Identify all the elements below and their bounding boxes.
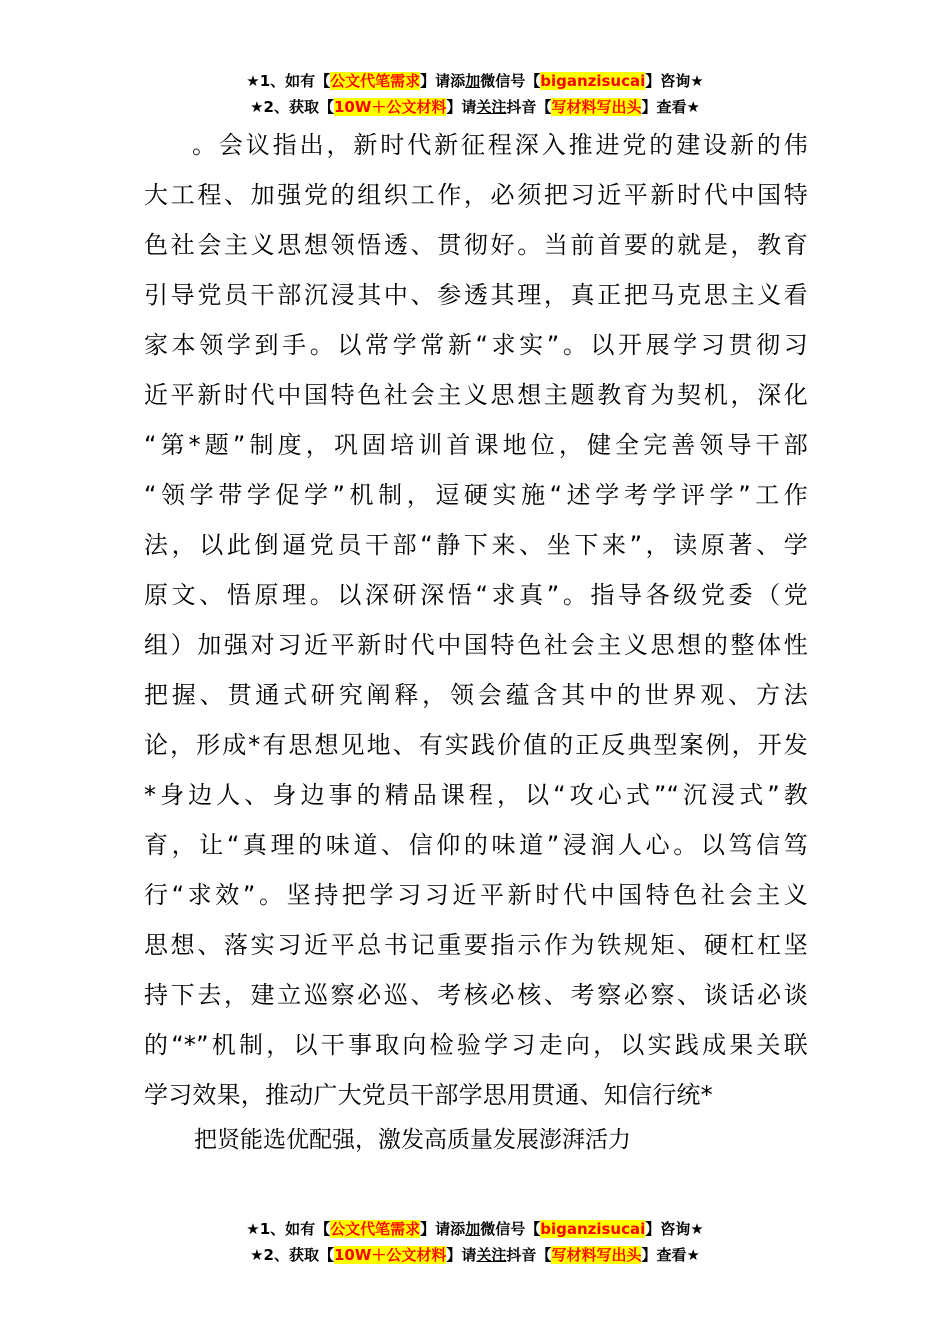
- banner-line-1: [0, 68, 950, 94]
- banner-douyin-id: 写材料写出头: [551, 98, 642, 116]
- paragraph-line: 家本领学到手。以常学常新“求实”。以开展学习贯彻习: [144, 331, 808, 359]
- banner-line-2: [0, 94, 950, 120]
- section-heading: 把贤能选优配强，激发高质量发展澎湃活力: [194, 1127, 631, 1153]
- paragraph-line: 色社会主义思想领悟透、贯彻好。当前首要的就是，教育: [144, 231, 808, 259]
- banner-line-2: [0, 1242, 950, 1268]
- paragraph-line: “第*题”制度，巩固培训首课地位，健全完善领导干部: [144, 431, 808, 459]
- paragraph-line: 组）加强对习近平新时代中国特色社会主义思想的整体性: [144, 631, 808, 659]
- banner-text: ★1、如有【: [246, 72, 331, 90]
- banner-text: 】咨询★: [645, 1220, 704, 1238]
- paragraph-line: 持下去，建立巡察必巡、考核必核、考察必察、谈话必谈: [144, 981, 808, 1009]
- body-paragraph: [144, 120, 808, 1120]
- banner-text: ★1、如有【: [246, 1220, 331, 1238]
- paragraph-line: 学习效果，推动广大党员干部学思用贯通、知信行统*: [144, 1081, 713, 1109]
- paragraph-line: “领学带学促学”机制，逗硬实施“述学考学评学”工作: [144, 481, 808, 509]
- banner-text: 】查看★: [641, 98, 700, 116]
- paragraph-line: *身边人、身边事的精品课程，以“攻心式”“沉浸式”教: [144, 781, 808, 809]
- banner-text: 】请添: [420, 1220, 466, 1238]
- banner-wechat-id: biganzisucai: [540, 72, 646, 90]
- banner-text: 】咨询★: [645, 72, 704, 90]
- paragraph-line: 法，以此倒逼党员干部“静下来、坐下来”，读原著、学: [144, 531, 808, 559]
- banner-text: 抖音【: [506, 98, 552, 116]
- banner-text: 】查看★: [641, 1246, 700, 1264]
- banner-underlined-text: 加: [465, 72, 481, 90]
- paragraph-line: 的“*”机制，以干事取向检验学习走向，以实践成果关联: [144, 1031, 808, 1059]
- banner-douyin-id: 写材料写出头: [551, 1246, 642, 1264]
- banner-line-1: [0, 1216, 950, 1242]
- paragraph-line: 育，让“真理的味道、信仰的味道”浸润人心。以笃信笃: [144, 831, 808, 859]
- banner-text: 】请: [446, 1246, 477, 1264]
- banner-text: 】请添: [420, 72, 466, 90]
- paragraph-line: 大工程、加强党的组织工作，必须把习近平新时代中国特: [144, 181, 808, 209]
- banner-text: 】请: [446, 98, 477, 116]
- banner-text: 微信号【: [480, 72, 541, 90]
- paragraph-line: 引导党员干部沉浸其中、参透其理，真正把马克思主义看: [144, 281, 808, 309]
- banner-underlined-text: 关注: [476, 1246, 507, 1264]
- paragraph-line: 。会议指出，新时代新征程深入推进党的建设新的伟: [192, 131, 808, 159]
- banner-text: ★2、获取【: [250, 1246, 334, 1264]
- paragraph-line: 行“求效”。坚持把学习习近平新时代中国特色社会主义: [144, 881, 808, 909]
- paragraph-line: 原文、悟原理。以深研深悟“求真”。指导各级党委（党: [144, 581, 808, 609]
- banner-highlight: 公文代笔需求: [330, 1220, 421, 1238]
- footer-banner: [0, 1216, 950, 1268]
- paragraph-line: 把握、贯通式研究阐释，领会蕴含其中的世界观、方法: [144, 681, 808, 709]
- banner-underlined-text: 加: [465, 1220, 481, 1238]
- paragraph-line: 近平新时代中国特色社会主义思想主题教育为契机，深化: [144, 381, 808, 409]
- banner-highlight: 10W＋公文材料: [333, 1246, 447, 1264]
- paragraph-line: 论，形成*有思想见地、有实践价值的正反典型案例，开发: [144, 731, 808, 759]
- banner-wechat-id: biganzisucai: [540, 1220, 646, 1238]
- banner-highlight: 10W＋公文材料: [333, 98, 447, 116]
- banner-text: ★2、获取【: [250, 98, 334, 116]
- paragraph-line: 思想、落实习近平总书记重要指示作为铁规矩、硬杠杠坚: [144, 931, 808, 959]
- header-banner: [0, 68, 950, 120]
- banner-text: 抖音【: [506, 1246, 552, 1264]
- banner-highlight: 公文代笔需求: [330, 72, 421, 90]
- banner-text: 微信号【: [480, 1220, 541, 1238]
- banner-underlined-text: 关注: [476, 98, 507, 116]
